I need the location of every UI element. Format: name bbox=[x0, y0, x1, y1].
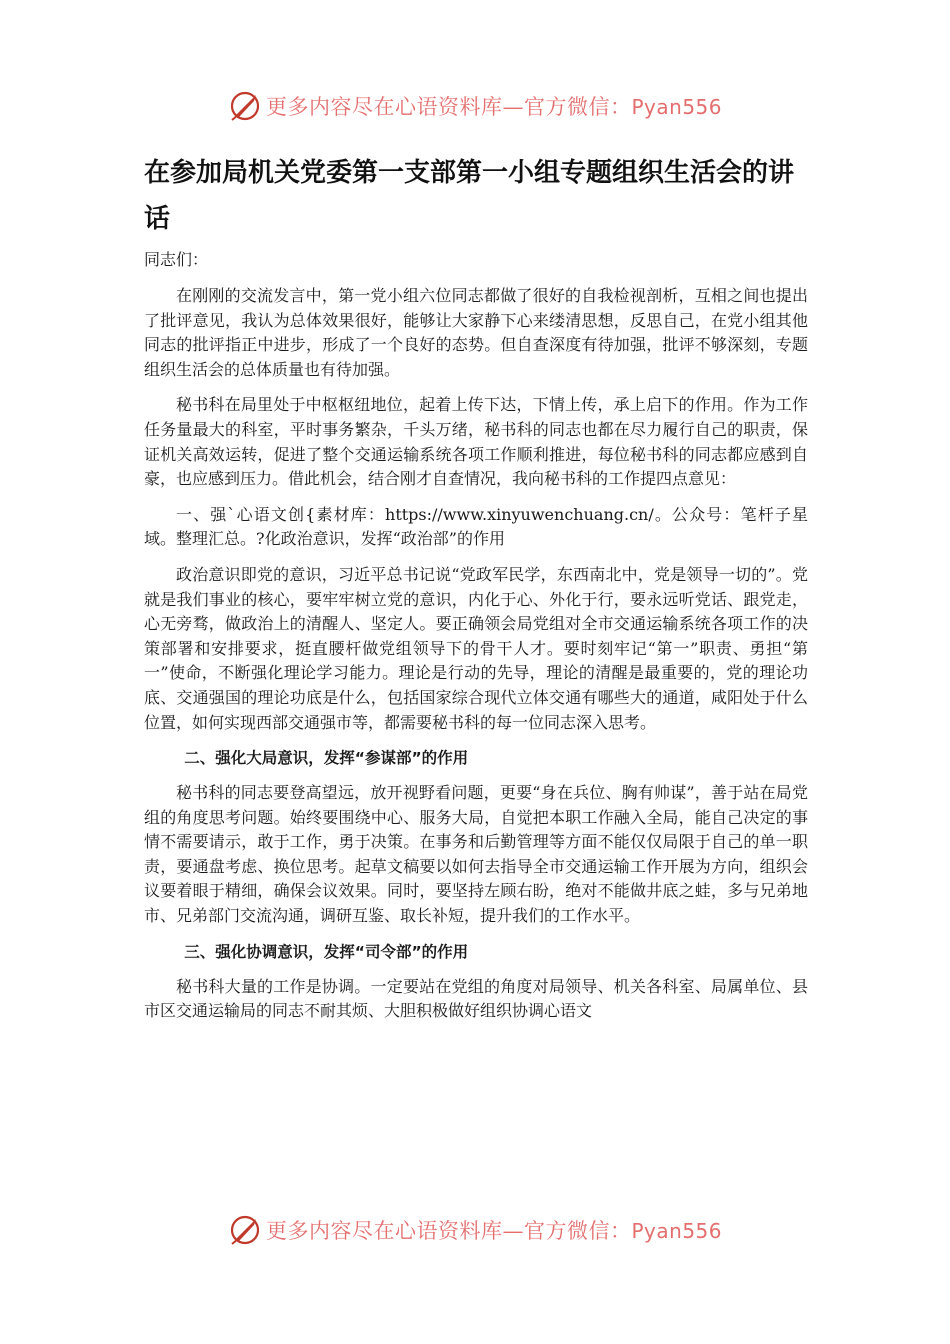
greeting: 同志们： bbox=[144, 250, 209, 269]
banner-separator: — bbox=[502, 1219, 524, 1243]
banner-separator: — bbox=[502, 95, 524, 119]
paragraph: 在刚刚的交流发言中，第一党小组六位同志都做了很好的自我检视剖析，互相之间也提出了批评意见，我认为总体效果很好，能够让大家静下心来缕清思想，反思自己，在党小组其他同志的批评指正中进步，形成了一个良好的态势。但自查深度有待加强，批评不够深刻，专题组织生活会的总体质量也有待加强。 bbox=[144, 286, 808, 379]
paragraph: 一、强`心语文创{素材库：https://www.xinyuwenchuang.cn/。公众号：笔杆子星域。整理汇总。?化政治意识，发挥“政治部”的作用 bbox=[144, 504, 808, 549]
paragraph: 政治意识即党的意识，习近平总书记说“党政军民学，东西南北中，党是领导一切的”。党就是我们事业的核心，要牢牢树立党的意识，内化于心、外化于行，要永远听党话、跟党走，心无旁骛，做政治上的清醒人、坚定人。要正确领会局党组对全市交通运输系统各项工作的决策部署和安排要求，挺直腰杆做党组领导下的骨干人才。要时刻牢记“第一”职责、勇担“第一”使命，不断强化理论学习能力。理论是行动的先导，理论的清醒是最重要的，党的理论功底、交通强国的理论功底是什么，包括国家综合现代立体交通有哪些大的通道，咸阳处于什么位置，如何实现西部交通强市等，都需要秘书科的每一位同志深入思考。 bbox=[144, 564, 808, 732]
bottom-banner bbox=[0, 1208, 950, 1252]
pen-circle-icon bbox=[228, 1213, 262, 1247]
paragraph: 秘书科在局里处于中枢枢纽地位，起着上传下达，下情上传，承上启下的作用。作为工作任务量最大的科室，平时事务繁杂，千头万绪，秘书科的同志也都在尽力履行自己的职责，保证机关高效运转，促进了整个交通运输系统各项工作顺利推进，每位秘书科的同志都应感到自豪，也应感到压力。借此机会，结合刚才自查情况，我向秘书科的工作提四点意见： bbox=[144, 395, 808, 489]
banner-handle: Pyan556 bbox=[631, 95, 722, 119]
document-body bbox=[144, 150, 808, 1035]
banner-title: 更多内容尽在心语资料库 bbox=[265, 95, 503, 119]
section-heading: 二、强化大局意识，发挥“参谋部”的作用 bbox=[184, 749, 469, 768]
banner-title: 更多内容尽在心语资料库 bbox=[265, 1219, 503, 1243]
document-title: 在参加局机关党委第一支部第一小组专题组织生活会的讲话 bbox=[144, 158, 795, 234]
top-banner bbox=[0, 84, 950, 128]
banner-text bbox=[266, 1215, 722, 1245]
paragraph: 秘书科大量的工作是协调。一定要站在党组的角度对局领导、机关各科室、局属单位、县市区交通运输局的同志不耐其烦、大胆积极做好组织协调心语文 bbox=[144, 976, 808, 1021]
banner-handle: Pyan556 bbox=[631, 1219, 722, 1243]
paragraph: 秘书科的同志要登高望远，放开视野看问题，更要“身在兵位、胸有帅谋”，善于站在局党组的角度思考问题。始终要围绕中心、服务大局，自觉把本职工作融入全局，能自己决定的事情不需要请示，敢于工作，勇于决策。在事务和后勤管理等方面不能仅仅局限于自己的单一职责，要通盘考虑、换位思考。起草文稿要以如何去指导全市交通运输工作开展为方向，组织会议要着眼于精细，确保会议效果。同时，要坚持左顾右盼，绝对不能做井底之蛙，多与兄弟地市、兄弟部门交流沟通，调研互鉴、取长补短，提升我们的工作水平。 bbox=[144, 783, 808, 926]
banner-text bbox=[266, 91, 722, 121]
pen-circle-icon bbox=[228, 89, 262, 123]
section-heading: 三、强化协调意识，发挥“司令部”的作用 bbox=[184, 942, 469, 961]
banner-wechat-label: 官方微信： bbox=[523, 95, 632, 119]
banner-wechat-label: 官方微信： bbox=[523, 1219, 632, 1243]
